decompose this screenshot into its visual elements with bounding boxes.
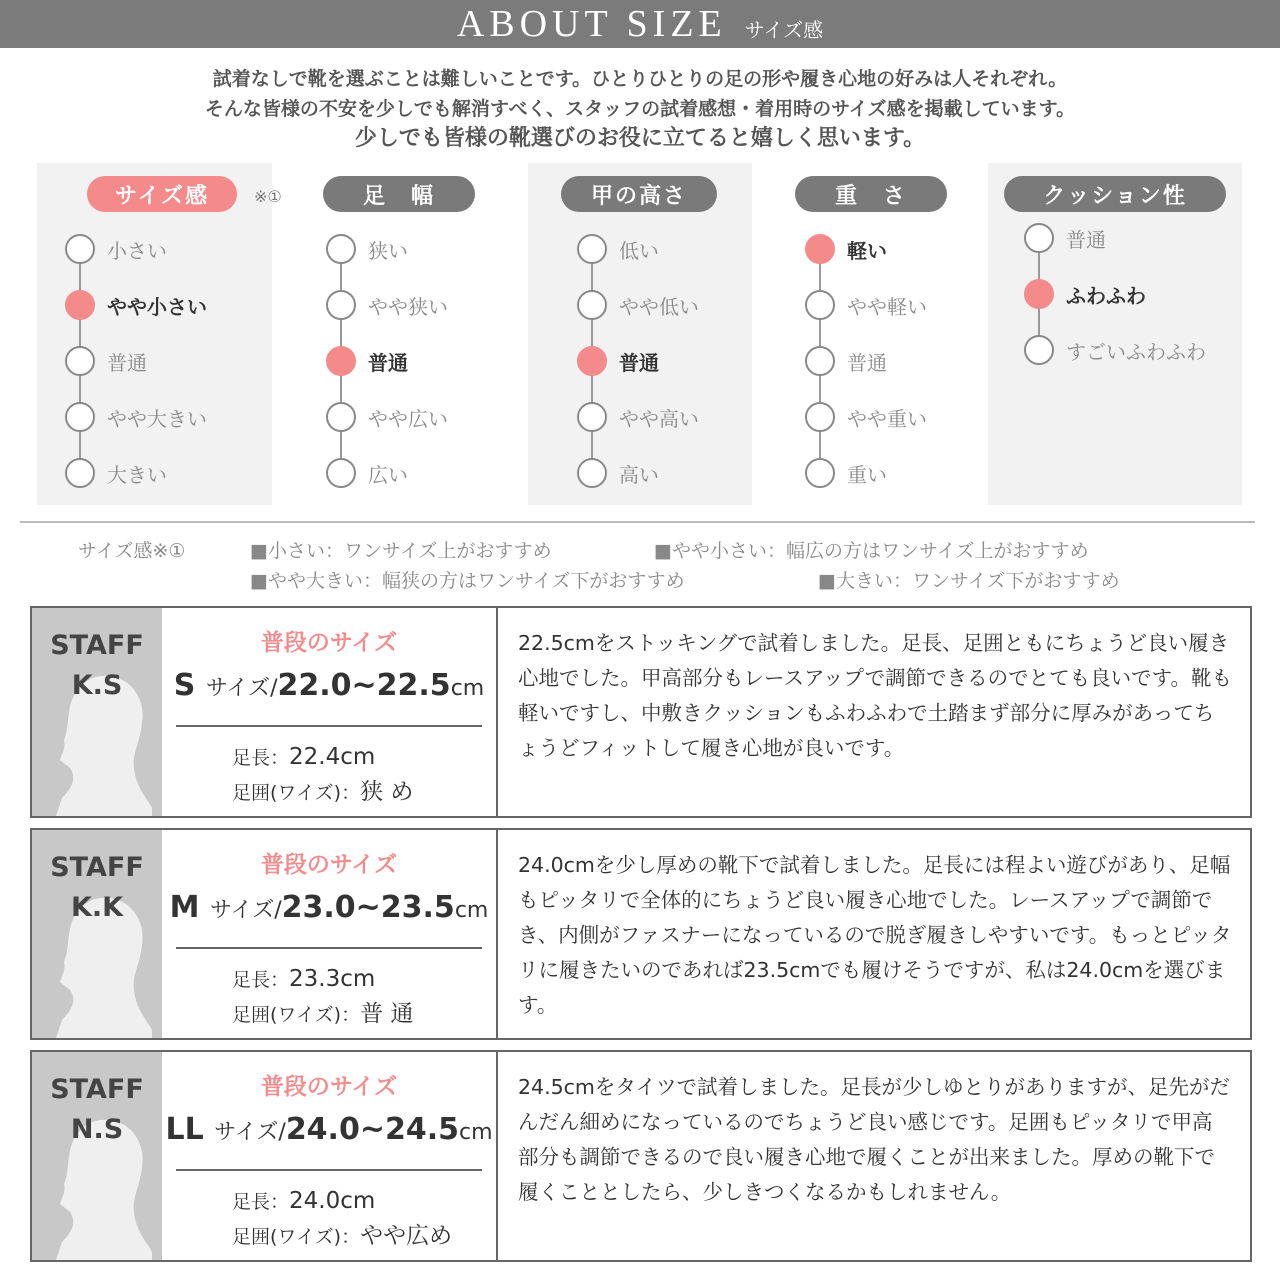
- empty-circle-icon: [65, 402, 95, 432]
- staff-name: K.K: [70, 892, 124, 923]
- scale-option: [65, 346, 147, 376]
- option-label: やや広い: [368, 406, 448, 431]
- staff-title: STAFF: [50, 630, 144, 661]
- option-label: やや小さい: [107, 294, 207, 319]
- selected-dot-icon: [577, 346, 607, 376]
- foot-width: 普 通: [360, 1001, 414, 1027]
- foot-width-label: 足囲(ワイズ)：: [232, 1004, 361, 1026]
- foot-measurements: [232, 962, 413, 1032]
- panel-title: 重 さ: [795, 176, 947, 212]
- panel-3: [776, 163, 1000, 505]
- scale-option: [326, 402, 448, 432]
- staff-card: [30, 828, 1252, 1040]
- panel-4: [988, 163, 1242, 505]
- size-unit: cm: [450, 676, 485, 701]
- empty-circle-icon: [577, 458, 607, 488]
- panel-title: 足 幅: [323, 176, 475, 212]
- note-item: ■小さい：ワンサイズ上がおすすめ: [250, 540, 552, 562]
- option-label: 大きい: [107, 462, 167, 487]
- option-label: 小さい: [107, 238, 167, 263]
- size-range: 24.0~24.5: [285, 1112, 459, 1147]
- empty-circle-icon: [577, 402, 607, 432]
- option-label: すごいふわふわ: [1066, 339, 1206, 364]
- scale-option: [805, 402, 927, 432]
- scale-option: [577, 458, 659, 488]
- panel-0: [37, 163, 282, 505]
- staff-card: [30, 606, 1252, 818]
- option-label: やや狭い: [368, 294, 448, 319]
- size-letter: LL: [165, 1112, 204, 1147]
- note-item: ■やや大きい：幅狭の方はワンサイズ下がおすすめ: [250, 570, 685, 592]
- option-label: 広い: [368, 462, 408, 487]
- panel-1: [288, 163, 512, 505]
- staff-size-info: [162, 608, 496, 816]
- scale-option: [577, 346, 659, 376]
- size-word: サイズ/: [214, 1120, 286, 1145]
- header-title-jp: サイズ感: [744, 17, 824, 42]
- foot-length-label: 足長：: [232, 747, 290, 769]
- size-unit: cm: [459, 1120, 493, 1145]
- divider: [20, 521, 1255, 523]
- scale-option: [65, 234, 167, 264]
- scale-option: [805, 234, 887, 264]
- option-label: やや大きい: [107, 406, 207, 431]
- option-label: 低い: [619, 238, 659, 263]
- option-label: 重い: [847, 462, 887, 487]
- option-label: 普通: [847, 350, 887, 375]
- empty-circle-icon: [65, 234, 95, 264]
- note-item: ■大きい：ワンサイズ下がおすすめ: [818, 570, 1120, 592]
- staff-label: [32, 848, 162, 928]
- panel-2: [528, 163, 752, 505]
- empty-circle-icon: [326, 458, 356, 488]
- note-item: ■やや小さい：幅広の方はワンサイズ上がおすすめ: [654, 540, 1089, 562]
- divider: [176, 725, 482, 727]
- scale-option: [1024, 279, 1146, 309]
- empty-circle-icon: [65, 346, 95, 376]
- selected-dot-icon: [805, 234, 835, 264]
- scale-option: [577, 290, 699, 320]
- staff-name: K.S: [71, 670, 123, 701]
- size-range: 23.0~23.5: [281, 890, 455, 925]
- usual-size: [162, 890, 496, 925]
- staff-label: [32, 626, 162, 706]
- empty-circle-icon: [326, 234, 356, 264]
- option-label: やや低い: [619, 294, 699, 319]
- size-range: 22.0~22.5: [277, 668, 451, 703]
- header-title-en: ABOUT SIZE: [456, 3, 727, 45]
- staff-comment: 22.5cmをストッキングで試着しました。足長、足囲ともにちょうど良い履き心地でした。甲高部分もレースアップで調節できるのでとても良いです。靴も軽いですし、中敷きクッションもふわふわで土踏まず部分に厚みがあってちょうどフィットして履き心地が良いです。: [496, 608, 1250, 816]
- staff-portrait: [32, 830, 162, 1038]
- usual-size: [162, 668, 496, 703]
- option-label: 狭い: [368, 238, 408, 263]
- scale-option: [1024, 223, 1106, 253]
- empty-circle-icon: [65, 458, 95, 488]
- option-label: 普通: [368, 350, 408, 375]
- empty-circle-icon: [326, 402, 356, 432]
- usual-size-label: 普段のサイズ: [260, 630, 398, 656]
- scale-option: [326, 234, 408, 264]
- size-letter: M: [169, 890, 200, 925]
- option-label: やや軽い: [847, 294, 927, 319]
- panel-note: ※①: [254, 187, 282, 206]
- empty-circle-icon: [326, 290, 356, 320]
- scale-option: [1024, 335, 1206, 365]
- size-letter: S: [173, 668, 196, 703]
- size-word: サイズ/: [205, 676, 278, 701]
- option-label: ふわふわ: [1066, 283, 1146, 308]
- option-label: 高い: [619, 462, 659, 487]
- staff-size-info: [162, 830, 496, 1038]
- empty-circle-icon: [805, 402, 835, 432]
- panel-title: サイズ感: [87, 176, 237, 212]
- scale-option: [805, 346, 887, 376]
- staff-title: STAFF: [50, 1074, 144, 1105]
- scale-option: [65, 402, 207, 432]
- intro-line: 試着なしで靴を選ぶことは難しいことです。ひとりひとりの足の形や履き心地の好みは人それぞれ。: [212, 68, 1068, 90]
- panel-title: 甲の高さ: [561, 176, 717, 212]
- scale-option: [805, 458, 887, 488]
- staff-portrait: [32, 1052, 162, 1260]
- usual-size-label: 普段のサイズ: [260, 1074, 398, 1100]
- scale-option: [326, 290, 448, 320]
- selected-dot-icon: [65, 290, 95, 320]
- foot-length: 23.3cm: [289, 966, 376, 992]
- option-label: 普通: [1066, 227, 1106, 252]
- staff-comment: 24.5cmをタイツで試着しました。足長が少しゆとりがありますが、足先がだんだん細めになっているのでちょうど良い感じです。足囲もピッタリで甲高部分も調節できるので良い履き心地で履くことが出来ました。厚めの靴下で履くこととしたら、少しきつくなるかもしれません。: [496, 1052, 1250, 1260]
- scale-option: [577, 234, 659, 264]
- empty-circle-icon: [1024, 335, 1054, 365]
- empty-circle-icon: [805, 290, 835, 320]
- foot-measurements: [232, 740, 413, 810]
- option-label: やや高い: [619, 406, 699, 431]
- staff-card: [30, 1050, 1252, 1262]
- panel-title: クッション性: [1004, 176, 1226, 212]
- empty-circle-icon: [577, 234, 607, 264]
- scale-option: [326, 458, 408, 488]
- page-header: [0, 0, 1280, 48]
- usual-size-label: 普段のサイズ: [260, 852, 398, 878]
- empty-circle-icon: [805, 458, 835, 488]
- size-word: サイズ/: [209, 898, 282, 923]
- foot-length: 22.4cm: [289, 744, 376, 770]
- size-unit: cm: [454, 898, 489, 923]
- option-label: 普通: [619, 350, 659, 375]
- option-label: 軽い: [847, 238, 887, 263]
- staff-size-info: [162, 1052, 496, 1260]
- notes-label: サイズ感※①: [78, 540, 186, 562]
- intro-line: 少しでも皆様の靴選びのお役に立てると嬉しく思います。: [354, 126, 926, 151]
- scale-option: [326, 346, 408, 376]
- intro-text: [0, 64, 1280, 154]
- divider: [176, 947, 482, 949]
- foot-length-label: 足長：: [232, 969, 290, 991]
- option-label: やや重い: [847, 406, 927, 431]
- empty-circle-icon: [577, 290, 607, 320]
- foot-width: やや広め: [360, 1223, 453, 1249]
- foot-width-label: 足囲(ワイズ)：: [232, 1226, 361, 1248]
- foot-width-label: 足囲(ワイズ)：: [232, 782, 361, 804]
- staff-name: N.S: [70, 1114, 124, 1145]
- staff-portrait: [32, 608, 162, 816]
- staff-comment: 24.0cmを少し厚めの靴下で試着しました。足長には程よい遊びがあり、足幅もピッタリで全体的にちょうど良い履き心地でした。レースアップで調節でき、内側がファスナーになっているので脱ぎ履きしやすいです。もっとピッタリに履きたいのであれば23.5cmでも履けそうですが、私は24.0cmを選びます。: [496, 830, 1250, 1038]
- empty-circle-icon: [1024, 223, 1054, 253]
- staff-title: STAFF: [50, 852, 144, 883]
- foot-length: 24.0cm: [289, 1188, 376, 1214]
- scale-option: [65, 290, 207, 320]
- scale-option: [805, 290, 927, 320]
- usual-size: [162, 1112, 496, 1147]
- foot-measurements: [232, 1184, 452, 1254]
- scale-option: [577, 402, 699, 432]
- foot-width: 狭 め: [360, 779, 414, 805]
- scale-option: [65, 458, 167, 488]
- selected-dot-icon: [326, 346, 356, 376]
- option-label: 普通: [107, 350, 147, 375]
- staff-label: [32, 1070, 162, 1150]
- intro-line: そんな皆様の不安を少しでも解消すべく、スタッフの試着感想・着用時のサイズ感を掲載しています。: [204, 98, 1076, 120]
- selected-dot-icon: [1024, 279, 1054, 309]
- foot-length-label: 足長：: [232, 1191, 290, 1213]
- empty-circle-icon: [805, 346, 835, 376]
- divider: [176, 1169, 482, 1171]
